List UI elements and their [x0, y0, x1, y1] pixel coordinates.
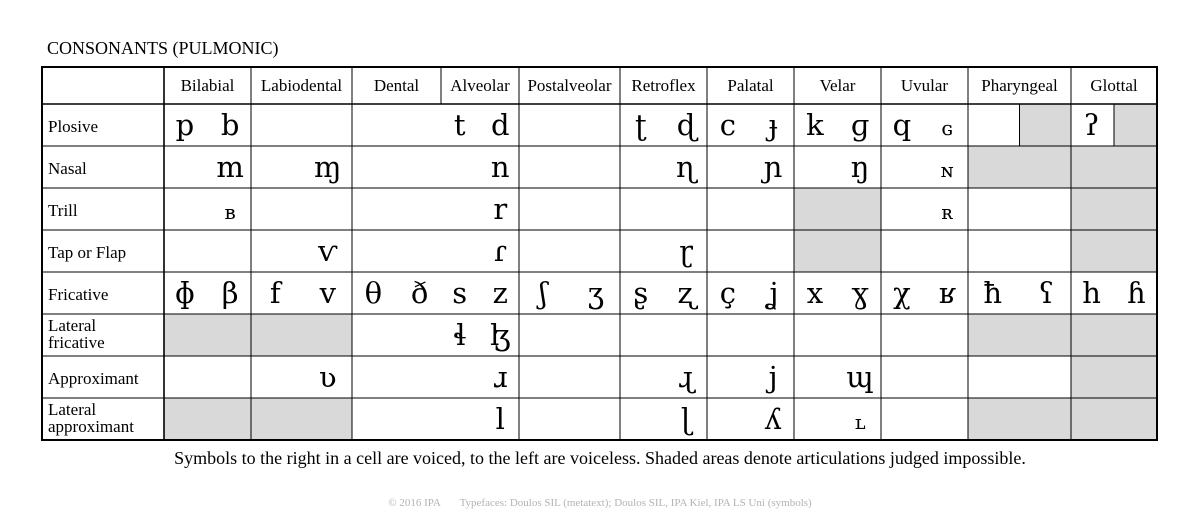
voiceless-symbol: ɸ: [174, 276, 195, 310]
voiced-symbol: v: [319, 276, 336, 310]
voiceless-symbol: t: [453, 108, 466, 142]
voiced-symbol: ɰ: [846, 360, 874, 394]
voiced-symbol: ɡ: [850, 108, 870, 142]
row-label: Plosive: [48, 117, 99, 136]
voiced-symbol: ɽ: [679, 234, 694, 268]
shaded-cell: [968, 314, 1071, 356]
voiced-symbol: r: [493, 192, 508, 226]
row-label: Trill: [48, 201, 78, 220]
shaded-cell: [164, 314, 251, 356]
voiced-symbol: ʝ: [767, 276, 779, 310]
shaded-cell: [1071, 398, 1157, 440]
voiced-symbol: b: [220, 108, 240, 142]
voiced-symbol: ɲ: [763, 150, 783, 184]
voiceless-symbol: k: [806, 108, 824, 142]
voiceless-symbol: ʂ: [633, 276, 649, 310]
row-label: Tap or Flap: [48, 243, 127, 262]
voiced-symbol: ɮ: [490, 318, 511, 352]
voiced-symbol: m: [216, 150, 244, 184]
row-label: approximant: [48, 417, 134, 436]
voiced-symbol: β: [221, 276, 239, 310]
voiced-symbol: ɹ: [493, 360, 508, 394]
row-label: Nasal: [48, 159, 87, 178]
voiced-symbol: ŋ: [850, 150, 870, 184]
row-label: fricative: [48, 333, 105, 352]
chart-title: CONSONANTS (PULMONIC): [47, 38, 279, 58]
shaded-cell: [251, 314, 352, 356]
voiceless-symbol: p: [175, 108, 195, 142]
voiced-symbol: ʀ: [941, 200, 953, 224]
column-header: Alveolar: [450, 76, 510, 95]
chart-caption: Symbols to the right in a cell are voiced, to the left are voiceless. Shaded areas denote articulations judged impossible.: [174, 448, 1026, 468]
voiceless-symbol: q: [892, 108, 912, 142]
column-header: Palatal: [727, 76, 774, 95]
voiceless-symbol: ʈ: [635, 108, 647, 142]
voiced-symbol: ɖ: [676, 108, 696, 142]
voiced-symbol: ɾ: [493, 234, 507, 268]
voiced-symbol: ɴ: [940, 158, 954, 182]
voiced-symbol: ʎ: [764, 402, 782, 436]
voiced-symbol: ʁ: [938, 276, 956, 310]
shaded-cell: [1071, 230, 1157, 272]
voiceless-symbol: ç: [719, 276, 737, 310]
voiced-symbol: ɣ: [851, 276, 869, 310]
shaded-cell: [1071, 188, 1157, 230]
voiced-symbol: ɱ: [314, 150, 342, 184]
chart-frame: [42, 67, 1157, 440]
column-header: Glottal: [1090, 76, 1138, 95]
column-header: Bilabial: [180, 76, 235, 95]
column-header: Velar: [819, 76, 856, 95]
shaded-cell: [794, 188, 881, 230]
copyright-text: © 2016 IPA: [388, 497, 441, 509]
voiced-symbol: ɻ: [678, 360, 695, 394]
voiceless-symbol: ħ: [983, 276, 1003, 310]
voiced-symbol: z: [492, 276, 508, 310]
row-label: Lateral: [48, 316, 97, 335]
column-header: Postalveolar: [527, 76, 612, 95]
footer-credits: [0, 496, 1200, 510]
shaded-cell: [968, 398, 1071, 440]
voiced-symbol: ʐ: [677, 276, 695, 310]
voiced-symbol: n: [490, 150, 510, 184]
shaded-cell: [1114, 104, 1157, 146]
voiceless-symbol: f: [269, 276, 281, 310]
voiceless-symbol: h: [1082, 276, 1101, 310]
shaded-cell: [164, 398, 251, 440]
voiced-symbol: ʋ: [318, 360, 337, 394]
column-header: Pharyngeal: [981, 76, 1058, 95]
voiced-symbol: l: [495, 402, 505, 436]
voiced-symbol: j: [768, 360, 778, 394]
voiceless-symbol: ʃ: [539, 276, 548, 310]
shaded-cell: [1071, 356, 1157, 398]
column-header: Labiodental: [260, 76, 343, 95]
voiceless-symbol: ʔ: [1083, 108, 1100, 142]
shaded-cell: [1071, 314, 1157, 356]
voiceless-symbol: θ: [364, 276, 383, 310]
voiced-symbol: ʙ: [224, 200, 236, 224]
row-label: Approximant: [48, 369, 139, 388]
voiced-symbol: ɢ: [941, 116, 953, 140]
voiceless-symbol: s: [452, 276, 468, 310]
voiceless-symbol: χ: [893, 276, 911, 310]
shaded-cell: [1071, 146, 1157, 188]
voiced-symbol: ʒ: [587, 276, 604, 310]
shaded-cell: [968, 146, 1071, 188]
voiced-symbol: ɳ: [676, 150, 697, 184]
voiceless-symbol: ɬ: [453, 318, 467, 352]
typefaces-text: Typefaces: Doulos SIL (metatext); Doulos SIL, IPA Kiel, IPA LS Uni (symbols): [459, 497, 812, 509]
column-header: Dental: [373, 76, 420, 95]
voiced-symbol: ʟ: [854, 410, 866, 434]
shaded-cell: [251, 398, 352, 440]
column-header: Uvular: [900, 76, 949, 95]
voiceless-symbol: c: [719, 108, 737, 142]
shaded-cell: [794, 230, 881, 272]
row-label: Fricative: [48, 285, 109, 304]
voiced-symbol: ʕ: [1038, 276, 1055, 310]
voiced-symbol: ɦ: [1127, 276, 1146, 310]
column-header: Retroflex: [631, 76, 696, 95]
voiced-symbol: ɟ: [768, 108, 778, 142]
voiced-symbol: ð: [410, 276, 429, 310]
voiced-symbol: ⱱ: [318, 234, 338, 268]
row-label: Lateral: [48, 400, 97, 419]
voiceless-symbol: x: [806, 276, 824, 310]
voiced-symbol: d: [490, 108, 510, 142]
shaded-cell: [1020, 104, 1072, 146]
voiced-symbol: ɭ: [680, 402, 692, 436]
